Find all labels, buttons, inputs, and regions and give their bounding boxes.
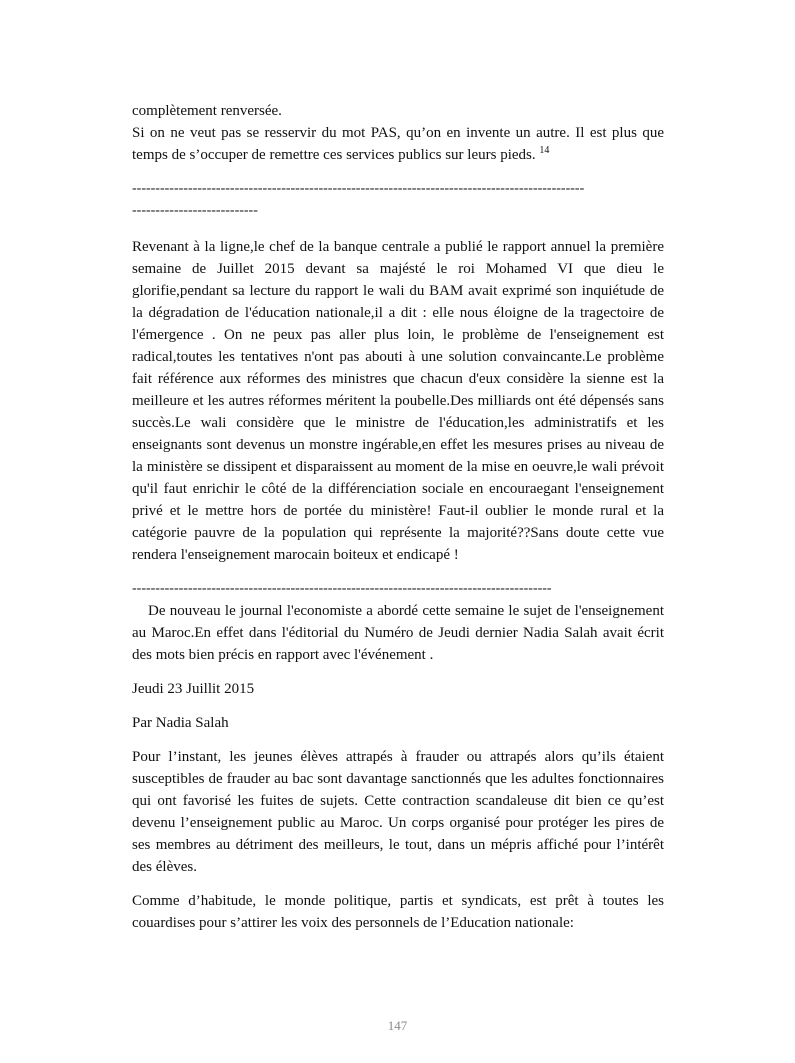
page-body (132, 100, 664, 934)
separator-line-continuation: --------------------------- (132, 203, 258, 218)
paragraph-continuation-line: complètement renversée. (132, 103, 282, 119)
paragraph-monde-politique: Comme d’habitude, le monde politique, partis et syndicats, est prêt à toutes les couardises pour s’attirer les voix des personnels de l’Education nationale: (132, 893, 664, 931)
paragraph-services-publics (132, 122, 664, 166)
page-number: 147 (387, 1018, 408, 1033)
article-date: Jeudi 23 Juillit 2015 (132, 681, 255, 697)
separator-line-2: ------------------------------------------------------------------------------------------ (132, 581, 552, 596)
paragraph-rapport-bam: Revenant à la ligne,le chef de la banque centrale a publié le rapport annuel la première semaine de Juillet 2015 devant sa majésté le roi Mohamed VI que dieu le glorifie,pendant sa lecture du rapport le wali du BAM avait exprimé son inquiétude de la dégradation de l'éducation nationale,il a dit : elle nous éloigne de la tragectoire de l'émergence . On ne peux pas aller plus loin, le problème de l'enseignement est radical,toutes les tentatives n'ont pas abouti à une solution convaincante.Le problème fait référence aux réformes des ministres que chacun d'eux considère la sienne est la meilleure et les autres réformes méritent la poubelle.Des milliards ont été dépensés sans succès.Le wali considère que le ministre de l'éducation,les administratifs et les enseignants sont devenus un monstre ingérable,en effet les mesures prises au niveau de la ministère se dissipent et disparaissent au moment de la mise en oeuvre,le wali prévoit qu'il faut enrichir le côté de la différenciation sociale en encouraegant l'enseignement privé et le mettre hors de portée du ministère! Faut-il oublier le monde rural et la catégorie pauvre de la population qui représente la majorité??Sans doute cette vue rendera l'enseignement marocain boiteux et endicapé ! (132, 239, 664, 563)
separator-line: ------------------------------------------------------------------------------------------------- (132, 181, 585, 196)
paragraph-services-publics-text: Si on ne veut pas se resservir du mot PAS, qu’on en invente un autre. Il est plus que temps de s’occuper de remettre ces services publics sur leurs pieds. (132, 125, 664, 163)
article-author: Par Nadia Salah (132, 715, 229, 731)
paragraph-fraude-bac: Pour l’instant, les jeunes élèves attrapés à frauder ou attrapés alors qu’ils étaient susceptibles de frauder au bac sont davantage sanctionnés que les adultes fonctionnaires qui ont favorisé les fuites de sujets. Cette contraction scandaleuse dit bien ce qu’est devenu l’enseignement public au Maroc. Un corps organisé pour protéger les pires de ses membres au détriment des meilleurs, le tout, dans un mépris affiché pour l’intérêt des élèves. (132, 749, 664, 875)
paragraph-economiste: De nouveau le journal l'economiste a abordé cette semaine le sujet de l'enseignement au Maroc.En effet dans l'éditorial du Numéro de Jeudi dernier Nadia Salah avait écrit des mots bien précis en rapport avec l'événement . (132, 603, 664, 663)
footnote-reference[interactable]: 14 (539, 145, 550, 156)
